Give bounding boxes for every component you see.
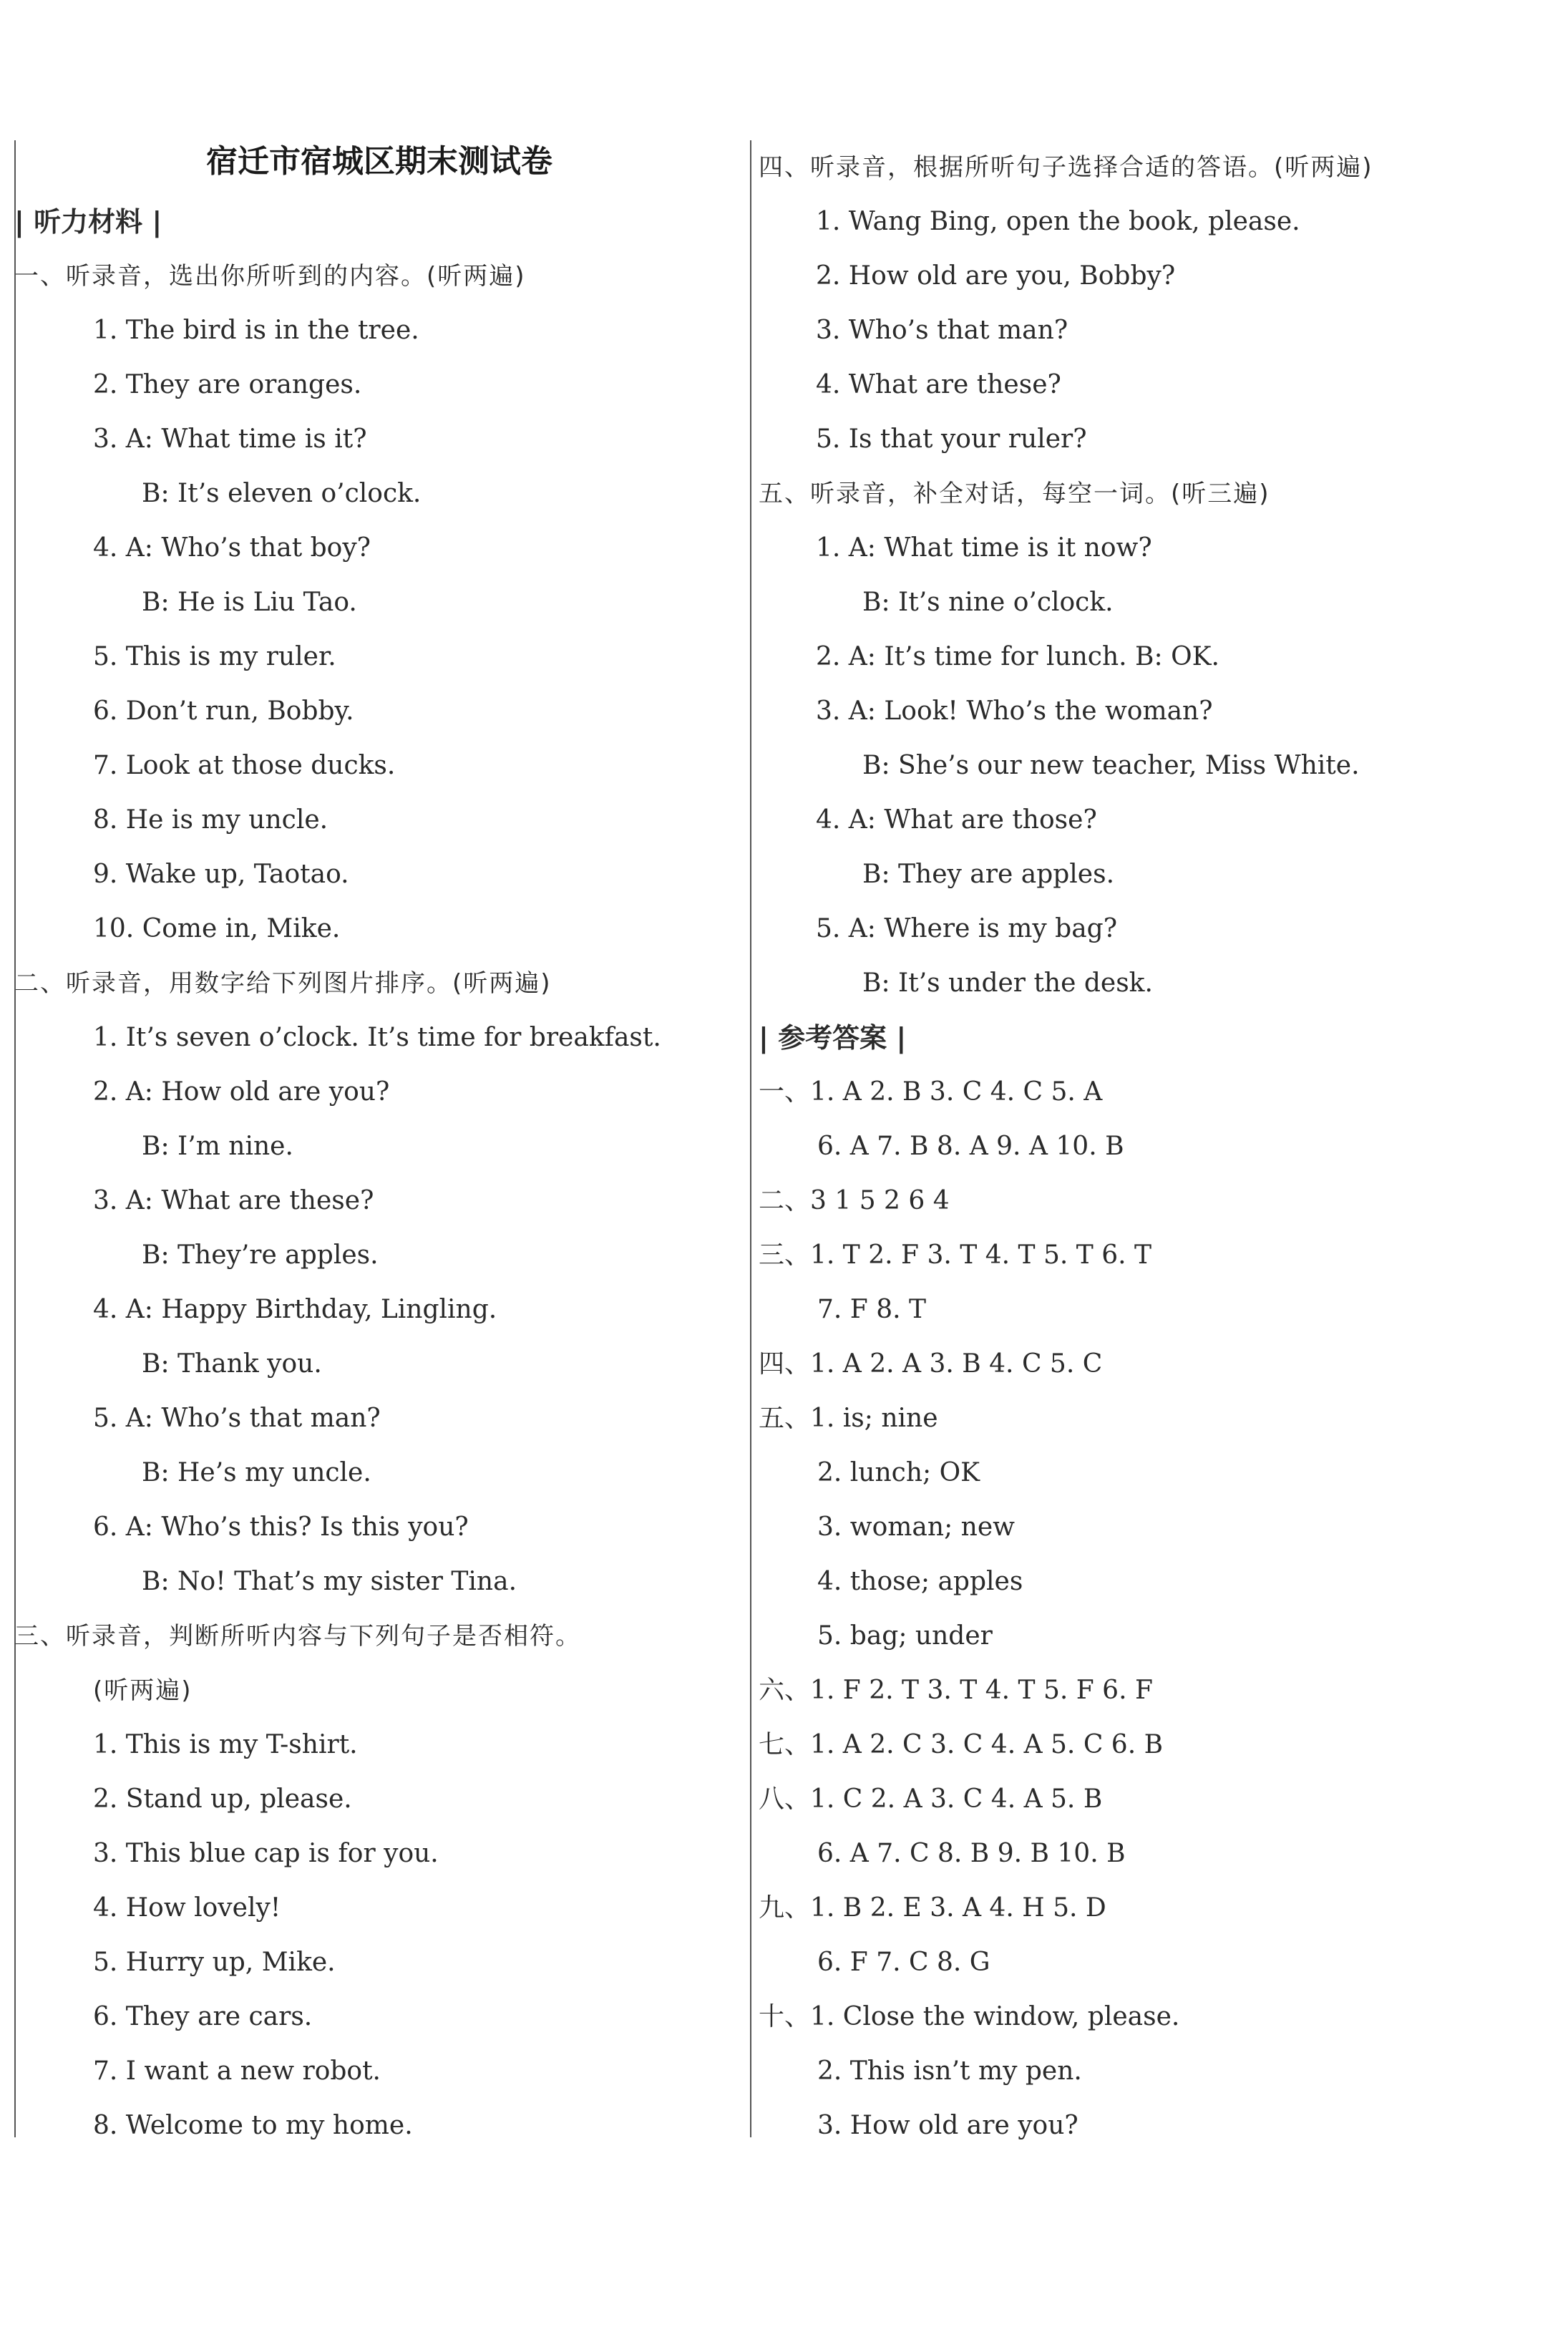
section-heading: 一、听录音，选出你所听到的内容。(听两遍): [14, 262, 526, 291]
transcript-line: 4. What are these?: [816, 370, 1061, 399]
answer-line-continued: 3. How old are you?: [817, 2111, 1078, 2140]
dialogue-reply-line: B: It’s nine o’clock.: [862, 588, 1114, 617]
transcript-line: 1. This is my T-shirt.: [93, 1730, 358, 1759]
transcript-line: 5. This is my ruler.: [93, 642, 336, 671]
transcript-line: 6. A: Who’s this? Is this you?: [93, 1512, 469, 1542]
transcript-line: 2. A: How old are you?: [93, 1077, 390, 1107]
dialogue-reply-line: B: They’re apples.: [142, 1240, 379, 1270]
answer-line-continued: 5. bag; under: [817, 1621, 993, 1651]
transcript-line: 7. Look at those ducks.: [93, 751, 396, 780]
transcript-line: 1. A: What time is it now?: [816, 533, 1152, 563]
answer-line: 九、1. B 2. E 3. A 4. H 5. D: [759, 1893, 1106, 1923]
listening-and-answers-column: [759, 140, 1553, 2153]
dialogue-reply-line: B: He’s my uncle.: [142, 1458, 371, 1487]
transcript-line: 8. Welcome to my home.: [93, 2111, 413, 2140]
answer-line-continued: 6. A 7. B 8. A 9. A 10. B: [817, 1132, 1124, 1161]
transcript-line: 8. He is my uncle.: [93, 805, 328, 835]
answer-line: 二、3 1 5 2 6 4: [759, 1186, 950, 1215]
transcript-line: 3. A: Look! Who’s the woman?: [816, 696, 1213, 726]
answer-line-continued: 6. F 7. C 8. G: [817, 1948, 990, 1977]
transcript-line: 4. How lovely!: [93, 1893, 281, 1923]
dialogue-reply-line: B: Thank you.: [142, 1349, 322, 1379]
transcript-line: 2. They are oranges.: [93, 370, 362, 399]
dialogue-reply-line: B: She’s our new teacher, Miss White.: [862, 751, 1360, 780]
transcript-line: 5. A: Who’s that man?: [93, 1404, 381, 1433]
transcript-line: 2. How old are you, Bobby?: [816, 261, 1176, 291]
dialogue-reply-line: B: No! That’s my sister Tina.: [142, 1567, 517, 1596]
transcript-line: 6. Don’t run, Bobby.: [93, 696, 354, 726]
transcript-line: 9. Wake up, Taotao.: [93, 860, 349, 889]
transcript-line: 5. Hurry up, Mike.: [93, 1948, 336, 1977]
transcript-line: 3. Who’s that man?: [816, 316, 1068, 345]
transcript-line: 4. A: What are those?: [816, 805, 1097, 835]
answer-line-continued: 6. A 7. C 8. B 9. B 10. B: [817, 1839, 1126, 1868]
transcript-line: 5. Is that your ruler?: [816, 424, 1087, 454]
answer-line: 六、1. F 2. T 3. T 4. T 5. F 6. F: [759, 1676, 1153, 1705]
section-heading: 三、听录音，判断所听内容与下列句子是否相符。: [14, 1622, 581, 1651]
dialogue-reply-line: B: It’s eleven o’clock.: [142, 479, 422, 508]
listening-material-column: [14, 140, 744, 2153]
transcript-line: 5. A: Where is my bag?: [816, 914, 1118, 943]
dialogue-reply-line: B: They are apples.: [862, 860, 1115, 889]
transcript-line: 4. A: Who’s that boy?: [93, 533, 371, 563]
transcript-line: 2. Stand up, please.: [93, 1784, 352, 1814]
transcript-line: 3. A: What are these?: [93, 1186, 374, 1215]
section-tag: | 听力材料 |: [14, 206, 162, 238]
transcript-line: 7. I want a new robot.: [93, 2056, 381, 2086]
page-title: 宿迁市宿城区期末测试卷: [206, 143, 552, 180]
answer-line-continued: 4. those; apples: [817, 1567, 1023, 1596]
answer-line: 七、1. A 2. C 3. C 4. A 5. C 6. B: [759, 1730, 1164, 1759]
answer-line: 四、1. A 2. A 3. B 4. C 5. C: [759, 1349, 1103, 1379]
section-heading: 四、听录音，根据所听句子选择合适的答语。(听两遍): [759, 153, 1373, 182]
column-divider: [750, 140, 751, 2137]
answer-line: 三、1. T 2. F 3. T 4. T 5. T 6. T: [759, 1240, 1151, 1270]
transcript-line: 10. Come in, Mike.: [93, 914, 341, 943]
answer-line-continued: 2. This isn’t my pen.: [817, 2056, 1082, 2086]
transcript-line: 3. This blue cap is for you.: [93, 1839, 439, 1868]
answer-line: 十、1. Close the window, please.: [759, 2002, 1180, 2031]
answer-line: 五、1. is; nine: [759, 1404, 938, 1433]
transcript-line: 4. A: Happy Birthday, Lingling.: [93, 1295, 497, 1324]
transcript-line: 1. Wang Bing, open the book, please.: [816, 207, 1300, 236]
transcript-line: 1. The bird is in the tree.: [93, 316, 419, 345]
section-heading: 二、听录音，用数字给下列图片排序。(听两遍): [14, 969, 552, 998]
answer-line-continued: 7. F 8. T: [817, 1295, 927, 1324]
section-heading: 五、听录音，补全对话，每空一词。(听三遍): [759, 480, 1270, 508]
answer-line: 一、1. A 2. B 3. C 4. C 5. A: [759, 1077, 1103, 1107]
dialogue-reply-line: B: I’m nine.: [142, 1132, 293, 1161]
answer-line: 八、1. C 2. A 3. C 4. A 5. B: [759, 1784, 1103, 1814]
transcript-line: 6. They are cars.: [93, 2002, 313, 2031]
section-heading-continued: (听两遍): [93, 1676, 193, 1705]
transcript-line: 1. It’s seven o’clock. It’s time for breakfast.: [93, 1023, 661, 1052]
transcript-line: 2. A: It’s time for lunch. B: OK.: [816, 642, 1219, 671]
answer-line-continued: 2. lunch; OK: [817, 1458, 980, 1487]
transcript-line: 3. A: What time is it?: [93, 424, 367, 454]
dialogue-reply-line: B: It’s under the desk.: [862, 968, 1153, 998]
answer-line-continued: 3. woman; new: [817, 1512, 1015, 1542]
section-tag: | 参考答案 |: [759, 1022, 907, 1054]
dialogue-reply-line: B: He is Liu Tao.: [142, 588, 357, 617]
